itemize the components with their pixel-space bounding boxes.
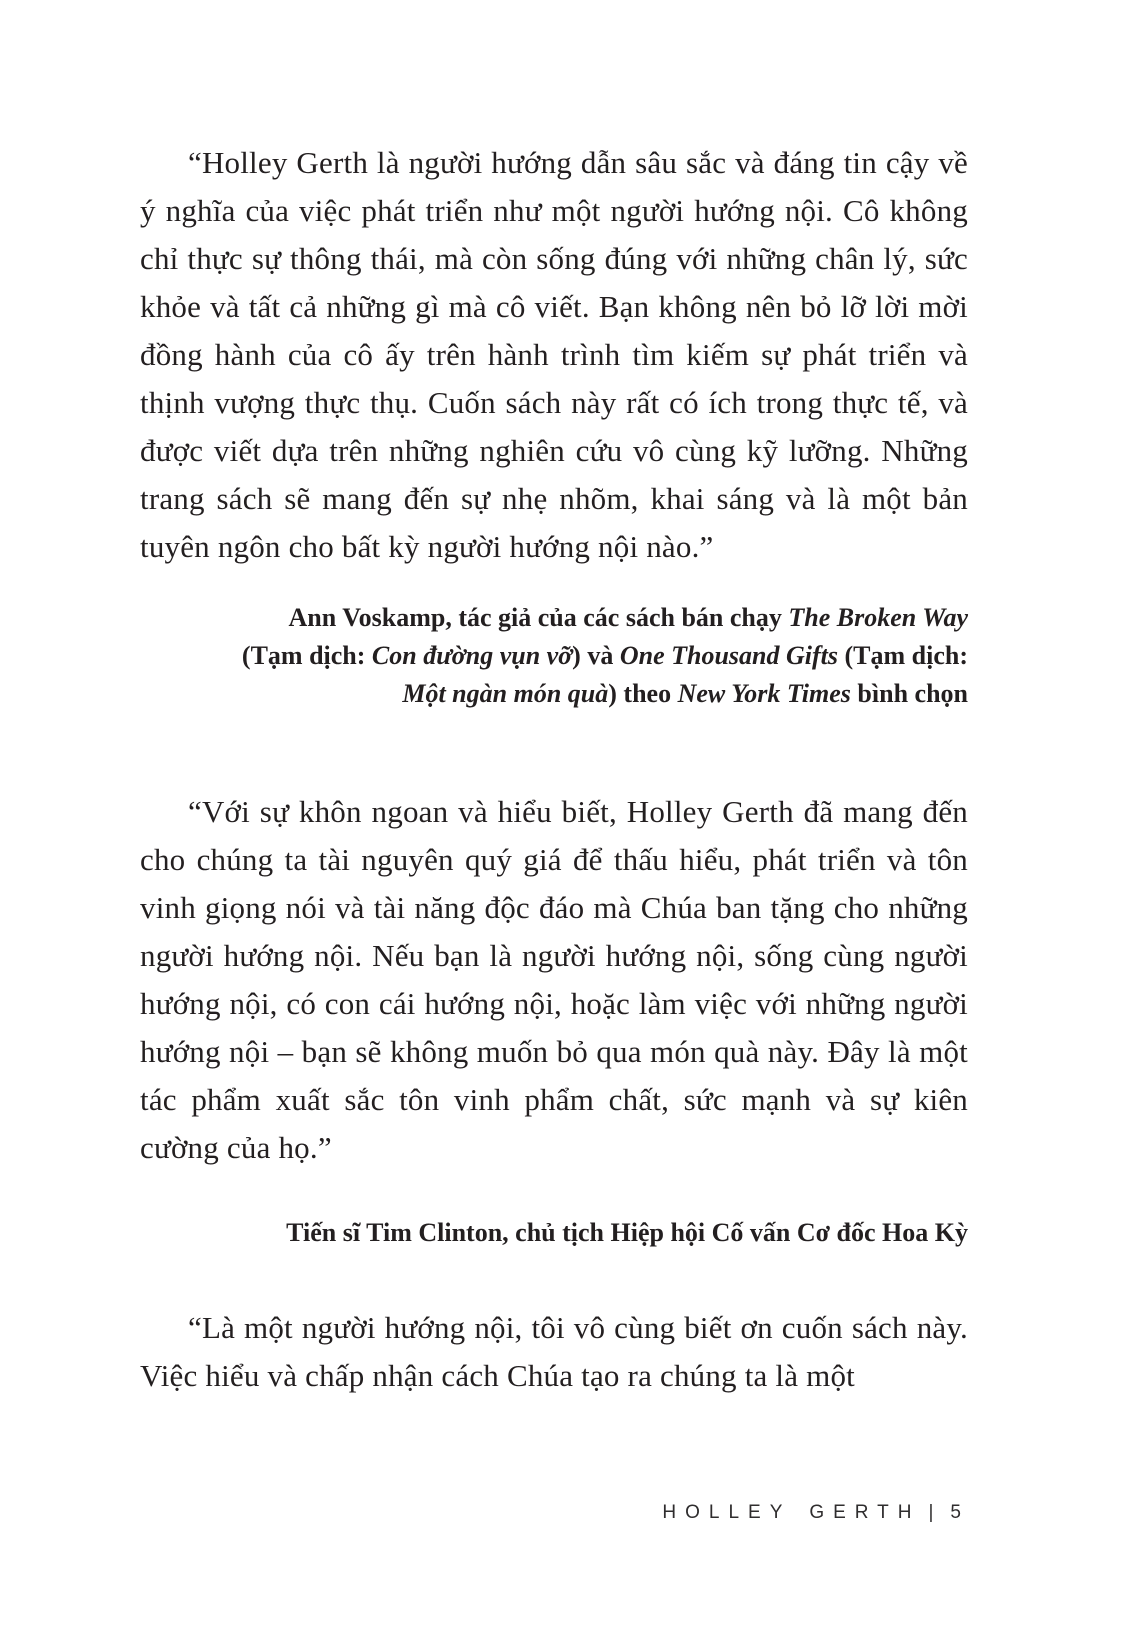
attribution-line-2 xyxy=(140,637,968,675)
endorsement-quote-2: “Với sự khôn ngoan và hiểu biết, Holley Gerth đã mang đến cho chúng ta tài nguyên quý giá để thấu hiểu, phát triển và tôn vinh giọng nói và tài năng độc đáo mà Chúa ban tặng cho những người hướng nội. Nếu bạn là người hướng nội, sống cùng người hướng nội, có con cái hướng nội, hoặc làm việc với những người hướng nội – bạn sẽ không muốn bỏ qua món quà này. Đây là một tác phẩm xuất sắc tôn vinh phẩm chất, sức mạnh và sự kiên cường của họ.” xyxy=(140,794,968,1165)
page-footer xyxy=(662,1502,970,1524)
book-title-italic: One Thousand Gifts xyxy=(619,641,838,670)
attribution-text: Ann Voskamp, tác giả của các sách bán chạy xyxy=(288,603,789,632)
endorsement-quote-1: “Holley Gerth là người hướng dẫn sâu sắc và đáng tin cậy về ý nghĩa của việc phát triển như một người hướng nội. Cô không chỉ thực sự thông thái, mà còn sống đúng với những chân lý, sức khỏe và tất cả những gì mà cô viết. Bạn không nên bỏ lỡ lời mời đồng hành của cô ấy trên hành trình tìm kiếm sự phát triển và thịnh vượng thực thụ. Cuốn sách này rất có ích trong thực tế, và được viết dựa trên những nghiên cứu vô cùng kỹ lưỡng. Những trang sách sẽ mang đến sự nhẹ nhõm, khai sáng và là một bản tuyên ngôn cho bất kỳ người hướng nội nào.” xyxy=(140,145,968,564)
attribution-text: ) và xyxy=(572,641,620,670)
attribution-line-3 xyxy=(140,675,968,713)
attribution-line-1 xyxy=(140,1214,968,1252)
running-footer-author: HOLLEY GERTH xyxy=(662,1502,921,1523)
endorsements-block xyxy=(140,139,968,1400)
book-title-italic: Một ngàn món quà xyxy=(402,679,609,708)
attribution-text: ) theo xyxy=(608,679,678,708)
newspaper-title-italic: New York Times xyxy=(677,679,851,708)
attribution-text: Tiến sĩ Tim Clinton, chủ tịch Hiệp hội Cố vấn Cơ đốc Hoa Kỳ xyxy=(286,1218,968,1247)
footer-separator: | xyxy=(928,1502,943,1523)
attribution-text: bình chọn xyxy=(850,679,968,708)
endorsement-attribution-1 xyxy=(140,599,968,713)
attribution-text: (Tạm dịch: xyxy=(838,641,968,670)
book-title-italic: Con đường vụn vỡ xyxy=(371,641,573,670)
endorsement-quote-3: “Là một người hướng nội, tôi vô cùng biết ơn cuốn sách này. Việc hiểu và chấp nhận cách Chúa tạo ra chúng ta là một xyxy=(140,1310,968,1393)
book-title-italic: The Broken Way xyxy=(788,603,968,632)
endorsement-attribution-2 xyxy=(140,1214,968,1252)
attribution-text: (Tạm dịch: xyxy=(241,641,372,670)
attribution-line-1 xyxy=(140,599,968,637)
footer-page-number: 5 xyxy=(950,1502,970,1523)
